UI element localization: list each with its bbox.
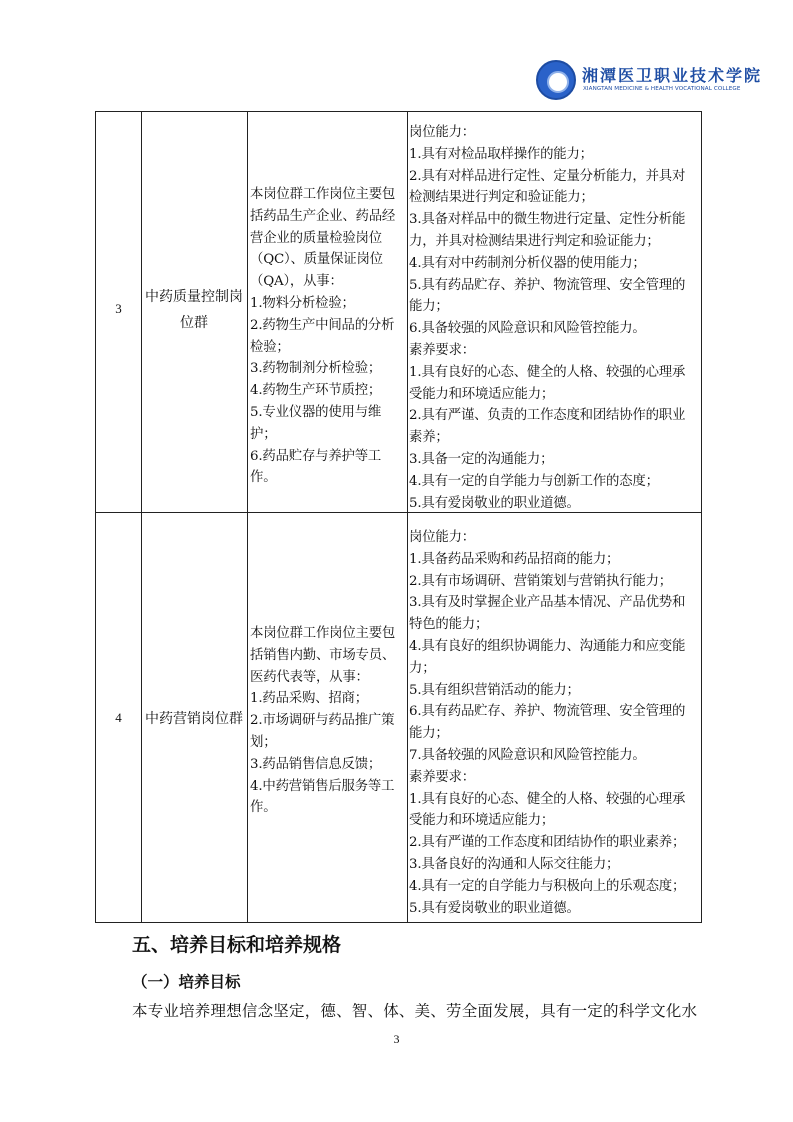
row-number: 4 — [115, 710, 122, 725]
requirement-line: 2.具有严谨的工作态度和团结协作的职业素养； — [409, 835, 686, 851]
table-column-divider — [247, 112, 248, 922]
requirement-line: 素养； — [409, 430, 449, 446]
requirement-line: 检测结果进行判定和验证能力； — [409, 190, 594, 206]
description-line: 1.药品采购、招商； — [250, 691, 368, 707]
description-line: 检验； — [250, 339, 290, 355]
requirement-line: 5.具有组织营销活动的能力； — [409, 682, 580, 698]
college-logo — [536, 60, 763, 102]
requirement-line: 4.具有对中药制剂分析仪器的使用能力； — [409, 255, 646, 271]
description-line: 作。 — [250, 800, 277, 816]
job-group-name — [142, 284, 246, 336]
job-requirements — [409, 527, 700, 919]
requirement-line: 5.具有爱岗敬业的职业道德。 — [409, 900, 580, 916]
description-line: 4.中药营销售后服务等工 — [250, 778, 395, 794]
requirement-line: 1.具有良好的心态、健全的人格、较强的心理承 — [409, 364, 686, 380]
requirement-line: 7.具备较强的风险意识和风险管控能力。 — [409, 747, 646, 763]
requirement-line: 3.具备一定的沟通能力； — [409, 451, 554, 467]
description-line: 括药品生产企业、药品经 — [250, 208, 396, 224]
requirement-line: 6.具有药品贮存、养护、物流管理、安全管理的 — [409, 704, 686, 720]
requirement-line: 素养要求： — [409, 342, 475, 358]
requirement-line: 4.具有一定的自学能力与创新工作的态度； — [409, 473, 659, 489]
requirement-line: 3.具有及时掌握企业产品基本情况、产品优势和 — [409, 595, 686, 611]
requirement-line: 受能力和环境适应能力； — [409, 813, 555, 829]
requirement-line: 1.具有良好的心态、健全的人格、较强的心理承 — [409, 791, 686, 807]
job-group-name-line: 中药营销岗位群 — [145, 711, 243, 727]
description-line: （QA），从事： — [250, 274, 343, 290]
description-line: 2.市场调研与药品推广策 — [250, 713, 395, 729]
description-line: 医药代表等，从事： — [250, 669, 369, 685]
description-line: 本岗位群工作岗位主要包 — [250, 626, 396, 641]
requirement-line: 2.具有严谨、负责的工作态度和团结协作的职业 — [409, 408, 686, 424]
requirement-line: 5.具有药品贮存、养护、物流管理、安全管理的 — [409, 277, 686, 293]
requirement-line: 4.具有一定的自学能力与积极向上的乐观态度； — [409, 878, 686, 894]
subsection-heading: （一）培养目标 — [132, 973, 241, 991]
requirement-line: 3.具备对样品中的微生物进行定量、定性分析能 — [409, 212, 686, 228]
section-heading: 五、培养目标和培养规格 — [132, 934, 342, 956]
requirement-line: 岗位能力： — [409, 125, 475, 140]
requirement-line: 力； — [409, 660, 436, 676]
requirement-line: 1.具备药品采购和药品招商的能力； — [409, 551, 620, 567]
requirement-line: 2.具有市场调研、营销策划与营销执行能力； — [409, 573, 672, 589]
requirement-line: 6.具备较强的风险意识和风险管控能力。 — [409, 321, 646, 337]
description-line: 2.药物生产中间品的分析 — [250, 317, 395, 333]
description-line: 营企业的质量检验岗位 — [250, 230, 382, 246]
job-group-description — [250, 184, 406, 489]
description-line: 3.药物制剂分析检验； — [250, 361, 382, 377]
description-line: 划； — [250, 734, 277, 750]
page-number: 3 — [393, 1032, 400, 1046]
requirement-line: 特色的能力； — [409, 617, 489, 633]
college-name-english: XIANGTAN MEDICINE & HEALTH VOCATIONAL COLLEGE — [583, 86, 741, 92]
table-column-divider — [407, 112, 408, 922]
college-name: 湘潭医卫职业技术学院 — [582, 66, 763, 85]
college-emblem-icon — [536, 60, 576, 100]
requirement-line: 素养要求： — [409, 769, 475, 785]
job-group-name — [142, 706, 246, 732]
row-number: 3 — [115, 301, 122, 316]
description-line: 3.药品销售信息反馈； — [250, 756, 382, 772]
requirement-line: 能力； — [409, 726, 449, 742]
description-line: 1.物料分析检验； — [250, 295, 355, 311]
requirement-line: 1.具有对检品取样操作的能力； — [409, 146, 593, 162]
description-line: （QC）、质量保证岗位 — [250, 252, 383, 268]
requirement-line: 能力； — [409, 299, 449, 315]
description-line: 6.药品贮存与养护等工作。 — [250, 448, 382, 486]
table-column-divider — [141, 112, 142, 922]
requirement-line: 岗位能力： — [409, 530, 475, 545]
description-line: 4.药物生产环节质控； — [250, 383, 382, 399]
job-requirements — [409, 122, 700, 514]
description-line: 5.专业仪器的使用与维护； — [250, 404, 382, 442]
requirement-line: 4.具有良好的组织协调能力、沟通能力和应变能 — [409, 638, 686, 654]
description-line: 本岗位群工作岗位主要包 — [250, 187, 396, 202]
description-line: 括销售内勤、市场专员、 — [250, 647, 396, 663]
requirement-line: 3.具备良好的沟通和人际交往能力； — [409, 856, 620, 872]
job-group-name-line: 位群 — [180, 315, 208, 331]
requirement-line: 受能力和环境适应能力； — [409, 386, 555, 402]
job-group-description — [250, 623, 406, 819]
job-group-table — [95, 111, 702, 923]
requirement-line: 2.具有对样品进行定性、定量分析能力，并具对 — [409, 168, 686, 184]
job-group-name-line: 中药质量控制岗 — [145, 289, 243, 305]
body-paragraph: 本专业培养理想信念坚定，德、智、体、美、劳全面发展，具有一定的科学文化水 — [132, 1002, 698, 1020]
requirement-line: 5.具有爱岗敬业的职业道德。 — [409, 495, 580, 511]
requirement-line: 力，并具对检测结果进行判定和验证能力； — [409, 233, 660, 249]
